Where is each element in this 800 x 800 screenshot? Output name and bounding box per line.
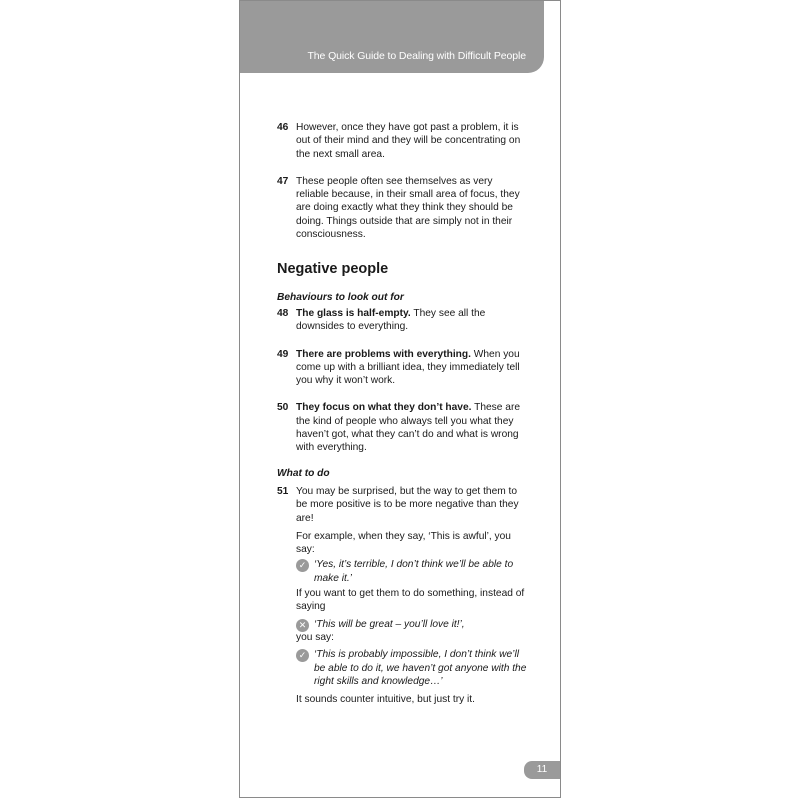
- section-heading: Negative people: [277, 261, 389, 278]
- behaviours-subheading: Behaviours to look out for: [277, 291, 404, 303]
- example-intro: For example, when they say, ‘This is awful’, you say:: [296, 530, 511, 556]
- page-content: [277, 121, 527, 720]
- list-item-47: [277, 175, 527, 241]
- item-number: 51: [277, 485, 289, 497]
- check-icon: ✓: [296, 559, 309, 572]
- if-text: If you want to get them to do something, instead of saying: [296, 588, 525, 613]
- check-icon: ✓: [296, 649, 309, 662]
- item-text: However, once they have got past a problem, it is out of their mind and they will be concentrating on the next small area.: [296, 122, 521, 160]
- item-text: These people often see themselves as very reliable because, in their small area of focus, they are doing exactly what they think they should be doing. Things outside that are simply not in their consciousness.: [296, 175, 520, 241]
- positive-quote: [296, 648, 527, 688]
- list-item-51: [277, 485, 527, 706]
- what-to-do-subheading: What to do: [277, 467, 330, 479]
- item-number: 50: [277, 402, 289, 414]
- item-number: 46: [277, 122, 289, 133]
- negative-quote: [296, 618, 527, 631]
- item-number: 47: [277, 175, 289, 187]
- list-item-48: [277, 307, 527, 334]
- list-item-49: [277, 348, 527, 388]
- header-band: [240, 1, 544, 73]
- item-bold-lead: There are problems with everything.: [296, 348, 471, 360]
- cross-icon: ✕: [296, 619, 309, 632]
- list-item-46: [277, 121, 527, 161]
- item-text: When you come up with a brilliant idea, they immediately tell you why it won’t work.: [296, 348, 520, 387]
- you-say-text: you say:: [296, 631, 334, 643]
- list-item-50: [277, 401, 527, 454]
- page-number-badge: 11: [524, 761, 560, 779]
- item-number: 48: [277, 307, 289, 319]
- item-number: 49: [277, 348, 289, 360]
- item-text: They see all the downsides to everything.: [296, 307, 486, 333]
- closing-text: It sounds counter intuitive, but just try it.: [296, 694, 475, 706]
- quote-text: ‘Yes, it’s terrible, I don’t think we’ll be able to make it.’: [314, 559, 514, 584]
- quote-text: ‘This is probably impossible, I don’t think we’ll be able to do it, we haven’t got anyone with the right skills and knowledge…’: [314, 649, 527, 687]
- book-page: [239, 0, 561, 798]
- item-bold-lead: They focus on what they don’t have.: [296, 402, 472, 414]
- quote-text: ‘This will be great – you’ll love it!’,: [314, 618, 465, 630]
- item-text: These are the kind of people who always tell you what they haven’t got, what they can’t do and what is wrong with everything.: [296, 402, 520, 454]
- running-header-title: The Quick Guide to Dealing with Difficult People: [307, 50, 526, 62]
- item-text: You may be surprised, but the way to get them to be more positive is to be more negative than they are!: [296, 485, 519, 524]
- item-bold-lead: The glass is half-empty.: [296, 307, 411, 319]
- positive-quote: [296, 558, 527, 585]
